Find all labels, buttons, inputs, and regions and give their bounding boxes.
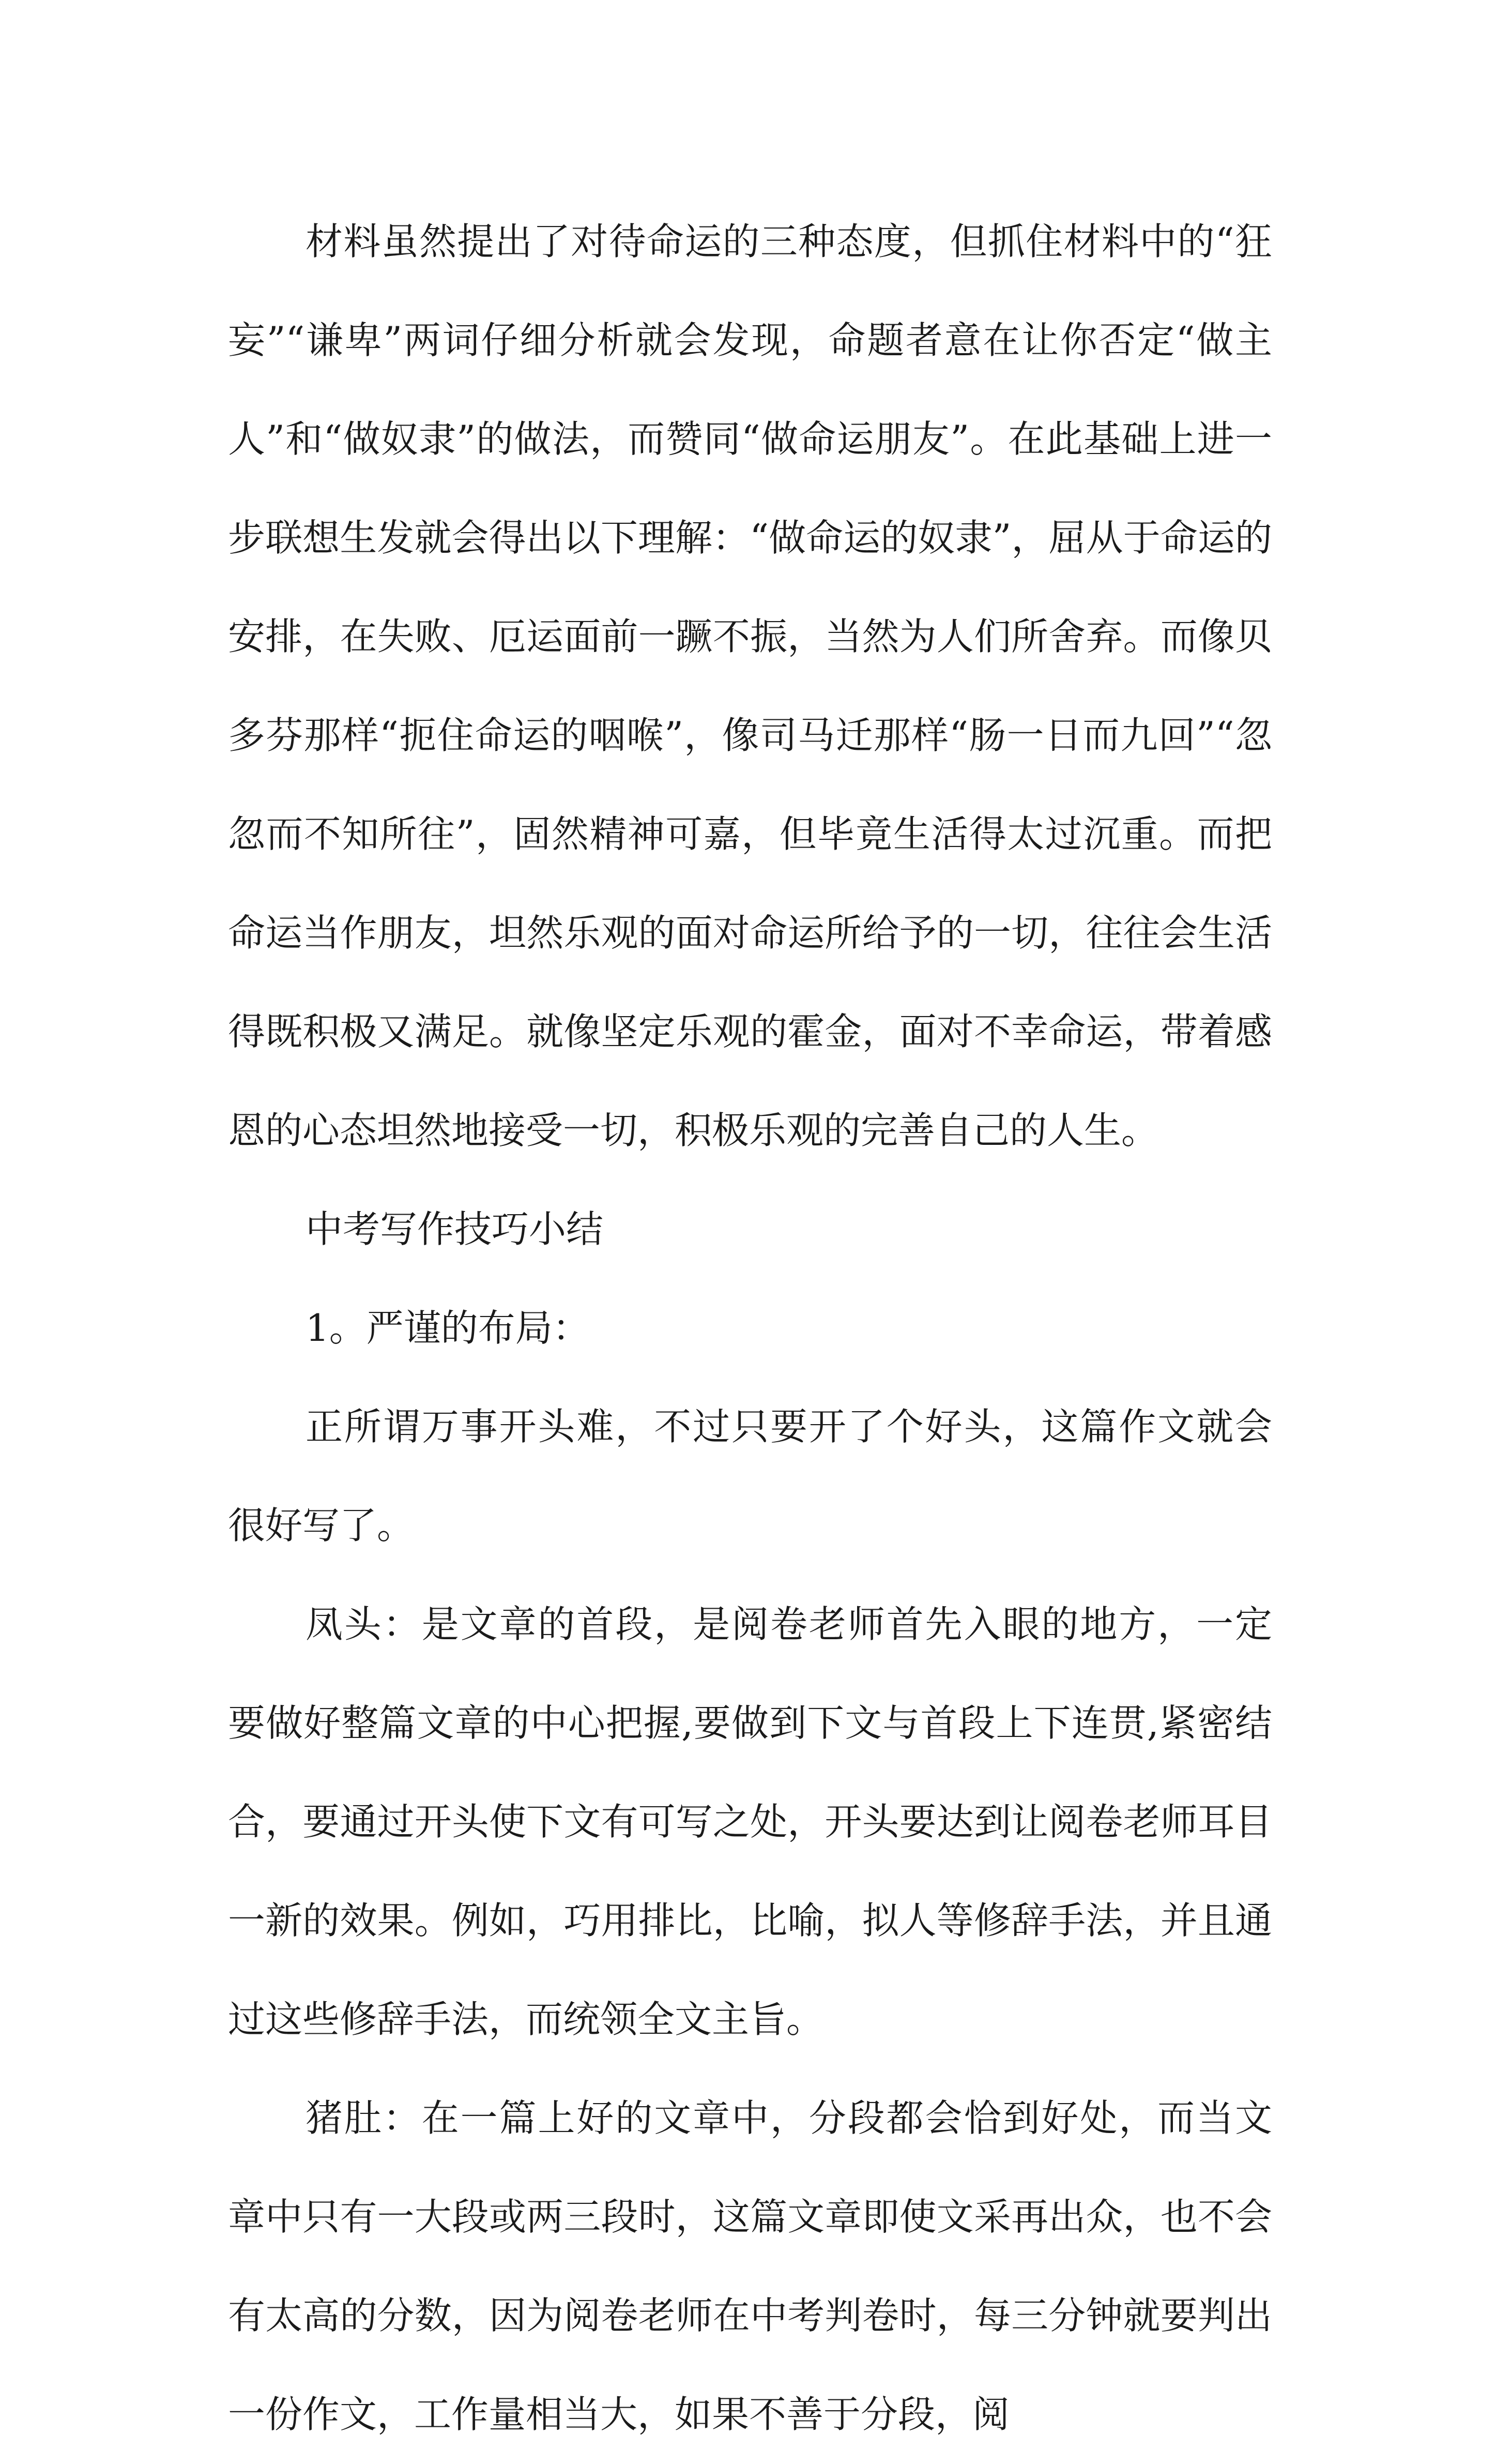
paragraph-phoenix-head: 凤头：是文章的首段，是阅卷老师首先入眼的地方，一定要做好整篇文章的中心把握,要做到下文与首段上下连贯,紧密结合，要通过开头使下文有可写之处，开头要达到让阅卷老师耳目一新的效果。例如，巧用排比，比喻，拟人等修辞手法，并且通过这些修辞手法，而统领全文主旨。 [228, 1603, 1272, 2041]
paragraph-pig-belly: 猪肚：在一篇上好的文章中，分段都会恰到好处，而当文章中只有一大段或两三段时，这篇文章即使文采再出众，也不会有太高的分数，因为阅卷老师在中考判卷时，每三分钟就要判出一份作文，工作量相当大，如果不善于分段，阅 [228, 2096, 1272, 2436]
paragraph-destiny-analysis: 材料虽然提出了对待命运的三种态度，但抓住材料中的“狂妄”“谦卑”两词仔细分析就会发现，命题者意在让你否定“做主人”和“做奴隶”的做法，而赞同“做命运朋友”。在此基础上进一步联想生发就会得出以下理解：“做命运的奴隶”，屈从于命运的安排，在失败、厄运面前一蹶不振，当然为人们所舍弃。而像贝多芬那样“扼住命运的咽喉”，像司马迁那样“肠一日而九回”“忽忽而不知所往”，固然精神可嘉，但毕竟生活得太过沉重。而把命运当作朋友，坦然乐观的面对命运所给予的一切，往往会生活得既积极又满足。就像坚定乐观的霍金，面对不幸命运，带着感恩的心态坦然地接受一切，积极乐观的完善自己的人生。 [228, 220, 1272, 1152]
subheading-layout: 1。严谨的布局： [306, 1306, 590, 1350]
document-body [228, 192, 1272, 2464]
section-heading: 中考写作技巧小结 [306, 1207, 604, 1251]
paragraph-opening: 正所谓万事开头难，不过只要开了个好头，这篇作文就会很好写了。 [228, 1405, 1272, 1547]
